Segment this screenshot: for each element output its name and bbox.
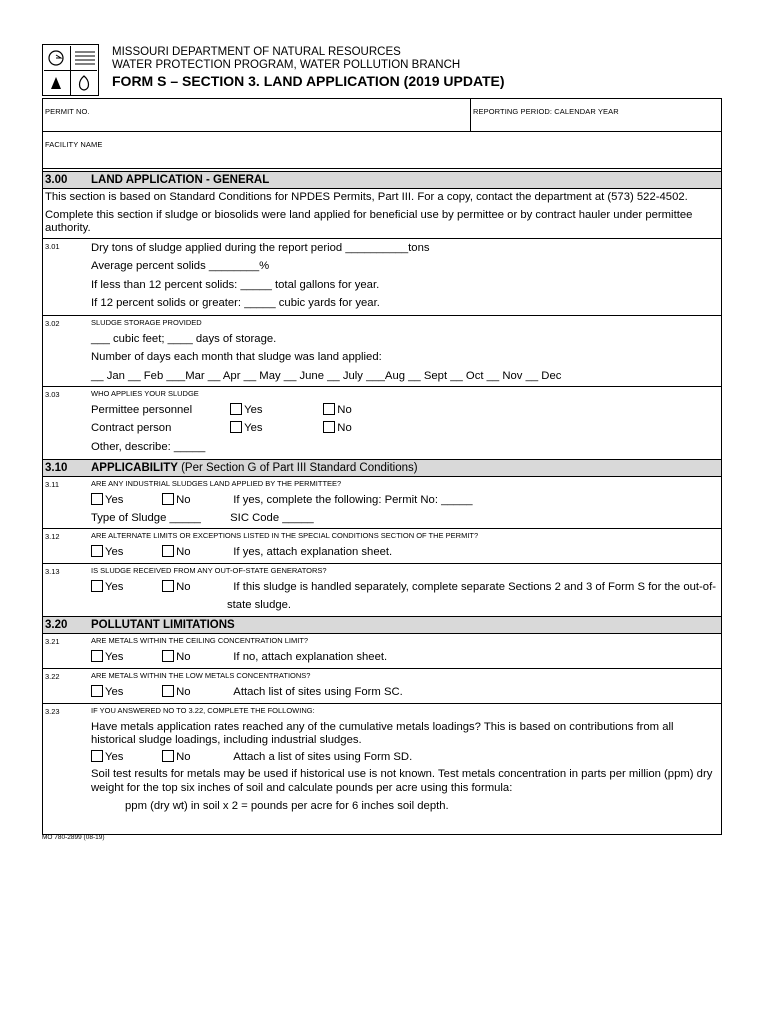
yes-label: Yes bbox=[105, 493, 124, 506]
low-metals-yes-checkbox[interactable] bbox=[91, 685, 103, 697]
answer-row bbox=[91, 491, 721, 510]
agency-name: MISSOURI DEPARTMENT OF NATURAL RESOURCES bbox=[112, 46, 401, 58]
no-label: No bbox=[176, 685, 191, 698]
item-3-02 bbox=[43, 316, 721, 387]
item-note: If no, attach explanation sheet. bbox=[233, 650, 388, 663]
item-note: Attach list of sites using Form SC. bbox=[233, 685, 403, 698]
cumulative-no-checkbox[interactable] bbox=[162, 750, 174, 762]
permittee-no-checkbox[interactable] bbox=[323, 403, 335, 415]
item-question: ARE ALTERNATE LIMITS OR EXCEPTIONS LISTED IN THE SPECIAL CONDITIONS SECTION OF THE PERMIT? bbox=[91, 530, 479, 540]
item-question: SLUDGE STORAGE PROVIDED bbox=[91, 317, 202, 327]
permittee-label: Permittee personnel bbox=[91, 403, 193, 416]
item-3-01 bbox=[43, 239, 721, 316]
contract-yes-checkbox[interactable] bbox=[230, 421, 242, 433]
contract-row bbox=[91, 419, 721, 438]
dnr-logo-icon bbox=[43, 45, 98, 95]
sic-code-field[interactable]: SIC Code _____ bbox=[230, 512, 314, 524]
item-3-21 bbox=[43, 634, 721, 669]
no-label: No bbox=[176, 545, 191, 558]
permit-row bbox=[43, 99, 721, 132]
out-of-state-yes-checkbox[interactable] bbox=[91, 580, 103, 592]
section-number: 3.10 bbox=[45, 461, 68, 474]
percent-solids-field[interactable]: Average percent solids ________% bbox=[91, 260, 270, 272]
item-question: IF YOU ANSWERED NO TO 3.22, COMPLETE THE FOLLOWING: bbox=[91, 705, 315, 715]
out-of-state-no-checkbox[interactable] bbox=[162, 580, 174, 592]
item-number: 3.21 bbox=[45, 636, 60, 646]
item-number: 3.13 bbox=[45, 566, 60, 576]
answer-row bbox=[91, 748, 717, 767]
item-note: Attach a list of sites using Form SD. bbox=[233, 750, 413, 763]
contract-label: Contract person bbox=[91, 422, 172, 434]
cumulative-question: Have metals application rates reached any of the cumulative metals loadings? This is based on contributions from all historical sludge loadings, including industrial sludges. bbox=[91, 720, 674, 746]
reporting-period-label: REPORTING PERIOD: CALENDAR YEAR bbox=[473, 107, 619, 116]
facility-name-label: FACILITY NAME bbox=[45, 140, 103, 149]
item-number: 3.03 bbox=[45, 389, 60, 399]
reporting-period-field[interactable] bbox=[471, 99, 721, 131]
item-number: 3.12 bbox=[45, 531, 60, 541]
form-page bbox=[42, 44, 722, 835]
no-label: No bbox=[176, 650, 191, 663]
alternate-limits-no-checkbox[interactable] bbox=[162, 545, 174, 557]
dry-tons-field[interactable]: Dry tons of sludge applied during the report period __________tons bbox=[91, 241, 430, 254]
section-number: 3.00 bbox=[45, 174, 68, 186]
permittee-yes-checkbox[interactable] bbox=[230, 403, 242, 415]
form-number: MO 780-2899 (08-19) bbox=[42, 834, 105, 841]
total-gallons-field[interactable]: If less than 12 percent solids: _____ total gallons for year. bbox=[91, 278, 380, 291]
item-3-13 bbox=[43, 564, 721, 617]
item-note-cont: state sludge. bbox=[227, 599, 292, 611]
formula-text: ppm (dry wt) in soil x 2 = pounds per acre for 6 inches soil depth. bbox=[125, 800, 449, 812]
ceiling-limit-no-checkbox[interactable] bbox=[162, 650, 174, 662]
no-label: No bbox=[176, 750, 191, 763]
yes-label: Yes bbox=[105, 650, 124, 663]
item-number: 3.11 bbox=[45, 479, 60, 489]
permit-no-field[interactable] bbox=[43, 99, 471, 131]
item-3-22 bbox=[43, 669, 721, 704]
item-number: 3.23 bbox=[45, 706, 60, 716]
intro-text-1: This section is based on Standard Conditions for NPDES Permits, Part III. For a copy, contact the department at (573) 522-4502. bbox=[45, 191, 688, 203]
answer-row bbox=[91, 543, 721, 562]
item-question: ARE METALS WITHIN THE LOW METALS CONCENTRATIONS? bbox=[91, 670, 311, 680]
section-number: 3.20 bbox=[45, 618, 68, 631]
answer-row bbox=[91, 648, 721, 667]
section-3-00-intro bbox=[43, 189, 721, 239]
facility-name-field[interactable] bbox=[43, 132, 721, 169]
section-3-00-header bbox=[43, 172, 721, 189]
permittee-row bbox=[91, 401, 721, 420]
section-title: APPLICABILITY bbox=[91, 461, 178, 474]
item-3-03 bbox=[43, 387, 721, 460]
no-label: No bbox=[176, 493, 191, 506]
item-number: 3.22 bbox=[45, 671, 60, 681]
answer-row bbox=[91, 578, 721, 597]
form-grid bbox=[42, 98, 722, 835]
section-title: POLLUTANT LIMITATIONS bbox=[91, 618, 235, 631]
type-of-sludge-field[interactable]: Type of Sludge _____ bbox=[91, 512, 201, 524]
storage-field[interactable]: ___ cubic feet; ____ days of storage. bbox=[91, 332, 277, 345]
item-note: If this sludge is handled separately, complete separate Sections 2 and 3 of Form S for the out-of- bbox=[233, 580, 716, 593]
yes-label: Yes bbox=[105, 750, 124, 763]
program-name: WATER PROTECTION PROGRAM, WATER POLLUTION BRANCH bbox=[112, 59, 461, 71]
no-label: No bbox=[337, 422, 352, 434]
ceiling-limit-yes-checkbox[interactable] bbox=[91, 650, 103, 662]
item-question: IS SLUDGE RECEIVED FROM ANY OUT-OF-STATE GENERATORS? bbox=[91, 565, 327, 575]
item-number: 3.02 bbox=[45, 318, 60, 328]
form-title: FORM S – SECTION 3. LAND APPLICATION (2019 UPDATE) bbox=[112, 73, 505, 89]
item-3-11 bbox=[43, 477, 721, 529]
cubic-yards-field[interactable]: If 12 percent solids or greater: _____ cubic yards for year. bbox=[91, 297, 380, 309]
yes-label: Yes bbox=[244, 422, 263, 434]
industrial-no-checkbox[interactable] bbox=[162, 493, 174, 505]
item-number: 3.01 bbox=[45, 241, 60, 251]
form-header bbox=[42, 44, 722, 98]
monthly-days-fields[interactable]: __ Jan __ Feb ___Mar __ Apr __ May __ June __ July ___Aug __ Sept __ Oct __ Nov __ Dec bbox=[91, 369, 562, 382]
industrial-yes-checkbox[interactable] bbox=[91, 493, 103, 505]
yes-label: Yes bbox=[105, 685, 124, 698]
intro-text-2: Complete this section if sludge or biosolids were land applied for beneficial use by permittee or by contract hauler under permittee authority. bbox=[45, 208, 693, 234]
dnr-logo bbox=[42, 44, 99, 96]
item-question: WHO APPLIES YOUR SLUDGE bbox=[91, 388, 199, 398]
other-describe-field[interactable]: Other, describe: _____ bbox=[91, 440, 206, 453]
section-3-20-header bbox=[43, 617, 721, 634]
section-3-10-header bbox=[43, 460, 721, 477]
no-label: No bbox=[176, 580, 191, 593]
section-title-note: (Per Section G of Part III Standard Conditions) bbox=[177, 461, 418, 474]
yes-label: Yes bbox=[105, 545, 124, 558]
permit-no-label: PERMIT NO. bbox=[45, 107, 90, 116]
answer-row bbox=[91, 683, 721, 702]
contract-no-checkbox[interactable] bbox=[323, 421, 335, 433]
cumulative-yes-checkbox[interactable] bbox=[91, 750, 103, 762]
low-metals-no-checkbox[interactable] bbox=[162, 685, 174, 697]
item-3-12 bbox=[43, 529, 721, 564]
soil-test-text: Soil test results for metals may be used if historical use is not known. Test metals concentration in parts per million (ppm) dry weight for the top six inches of soil and calculate pounds per acre using this formula: bbox=[91, 768, 713, 794]
no-label: No bbox=[337, 403, 352, 416]
days-applied-label: Number of days each month that sludge was land applied: bbox=[91, 351, 382, 363]
yes-label: Yes bbox=[105, 580, 124, 593]
alternate-limits-yes-checkbox[interactable] bbox=[91, 545, 103, 557]
sludge-type-row bbox=[91, 509, 721, 528]
item-note: If yes, attach explanation sheet. bbox=[233, 545, 393, 558]
item-question: ARE ANY INDUSTRIAL SLUDGES LAND APPLIED BY THE PERMITTEE? bbox=[91, 478, 342, 488]
permit-no-note[interactable]: If yes, complete the following: Permit No: _____ bbox=[233, 493, 473, 506]
item-question: ARE METALS WITHIN THE CEILING CONCENTRATION LIMIT? bbox=[91, 635, 309, 645]
yes-label: Yes bbox=[244, 403, 263, 416]
item-3-23 bbox=[43, 704, 721, 835]
section-title: LAND APPLICATION - GENERAL bbox=[91, 174, 270, 186]
